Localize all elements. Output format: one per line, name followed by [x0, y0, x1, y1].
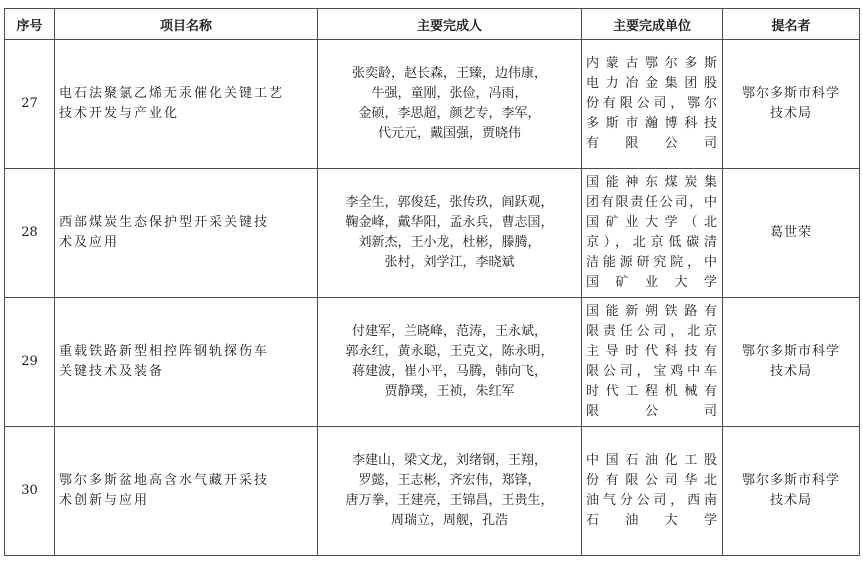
table-header-row [5, 9, 860, 40]
nominator: 葛世荣 [723, 169, 860, 298]
table-row [5, 298, 860, 427]
project-name: 电石法聚氯乙烯无汞催化关键工艺 技术开发与产业化 [55, 40, 318, 169]
row-number: 30 [5, 427, 55, 556]
main-units: 中国石油化工股 份有限公司华北 油气分公司，西南 石油大学 [582, 427, 723, 556]
table-row [5, 427, 860, 556]
table-row [5, 169, 860, 298]
project-name: 重载铁路新型相控阵钢轨探伤车 关键技术及装备 [55, 298, 318, 427]
header-project-name: 项目名称 [55, 9, 318, 40]
table-row [5, 40, 860, 169]
awards-table [4, 8, 860, 556]
row-number: 29 [5, 298, 55, 427]
main-units: 国能新朔铁路有 限责任公司，北京 主导时代科技有 限公司，宝鸡中车 时代工程机械有 限公司 [582, 298, 723, 427]
project-name: 西部煤炭生态保护型开采关键技 术及应用 [55, 169, 318, 298]
header-nominator: 提名者 [723, 9, 860, 40]
nominator: 鄂尔多斯市科学 技术局 [723, 298, 860, 427]
main-contributors: 李全生，郭俊廷，张传玖，阎跃观， 鞠金峰，戴华阳，孟永兵，曹志国， 刘新杰，王小龙，杜彬，滕腾， 张村，刘学江，李晓斌 [318, 169, 582, 298]
main-units: 内蒙古鄂尔多斯 电力冶金集团股 份有限公司，鄂尔 多斯市瀚博科技 有限公司 [582, 40, 723, 169]
header-no: 序号 [5, 9, 55, 40]
header-main-contributors: 主要完成人 [318, 9, 582, 40]
main-contributors: 李建山，梁文龙，刘绪钢，王翔， 罗懿，王志彬，齐宏伟，郑锋， 唐万拳，王建亮，王锦昌，王贵生， 周瑞立，周舰，孔浩 [318, 427, 582, 556]
main-contributors: 张奕龄，赵长森，王臻，边伟康， 牛强，童刚，张俭，冯雨， 金硕，李思超，颜艺专，李军， 代元元，戴国强，贾晓伟 [318, 40, 582, 169]
header-main-units: 主要完成单位 [582, 9, 723, 40]
project-name: 鄂尔多斯盆地高含水气藏开采技 术创新与应用 [55, 427, 318, 556]
row-number: 28 [5, 169, 55, 298]
nominator: 鄂尔多斯市科学 技术局 [723, 427, 860, 556]
main-units: 国能神东煤炭集 团有限责任公司，中 国矿业大学（北 京），北京低碳清 洁能源研究院，中 国矿业大学 [582, 169, 723, 298]
main-contributors: 付建军，兰晓峰，范涛，王永斌， 郭永红，黄永聪，王克文，陈永明， 蒋建波，崔小平，马腾，韩向飞， 贾静璞，王祯，朱红军 [318, 298, 582, 427]
nominator: 鄂尔多斯市科学 技术局 [723, 40, 860, 169]
row-number: 27 [5, 40, 55, 169]
